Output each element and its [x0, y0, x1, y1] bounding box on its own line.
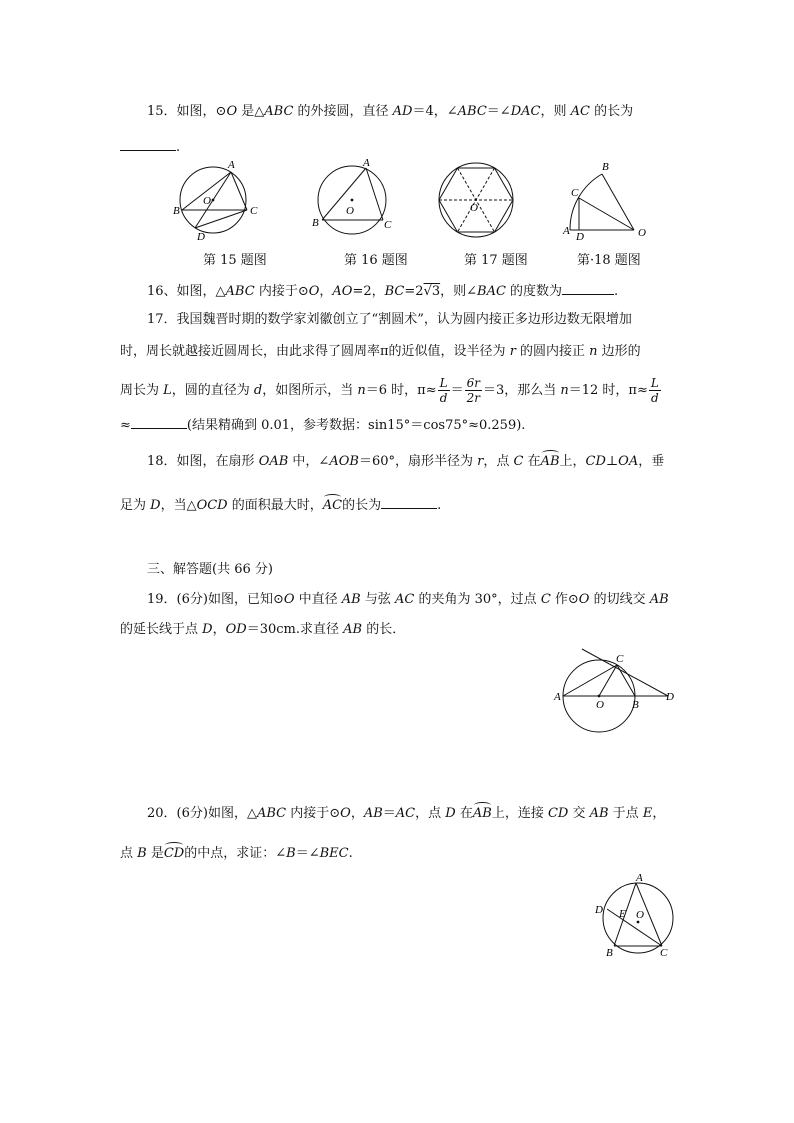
q18-var: C	[513, 454, 524, 469]
q18-text: 如图，在扇形	[176, 454, 259, 469]
denominator: d	[439, 391, 448, 405]
q15-var: AD	[392, 104, 413, 119]
q17-text: ＝	[450, 383, 464, 398]
q20-text: 于点	[608, 806, 643, 821]
label-d: D	[666, 691, 674, 703]
q17-text: ，如图所示，当	[262, 383, 358, 398]
q19-line2	[120, 620, 405, 640]
q20-var: B	[137, 846, 147, 861]
figure-20	[590, 870, 686, 962]
q15-text: ，则	[540, 104, 571, 119]
label-a: A	[363, 158, 370, 169]
q19-number: 19．	[147, 592, 177, 607]
figure-18	[558, 158, 658, 244]
tangent-line	[582, 649, 668, 696]
q19-text: 的切线交	[589, 592, 650, 607]
q15-text: 的外接圆，直径	[293, 104, 393, 119]
segment-bc	[617, 665, 635, 696]
q20-text: ，点	[415, 806, 446, 821]
q16-text: ，则∠	[440, 284, 478, 299]
q15-var: DAC	[510, 104, 541, 119]
q18-text: 的面积最大时，	[227, 498, 323, 513]
q20-text: .	[348, 846, 353, 861]
q20-text: 的中点，求证：∠	[184, 846, 287, 861]
arc-ac: AC	[323, 496, 342, 516]
q17-line2	[120, 342, 641, 362]
q15-number: 15．	[147, 104, 177, 119]
q15-text: 如图，⊙	[176, 104, 227, 119]
center-dot	[598, 695, 601, 698]
q17-text: (结果精确到 0.01，参考数据：sin15°＝cos75°≈0.259).	[186, 418, 526, 433]
label-d: D	[576, 231, 584, 243]
q20-var: O	[340, 806, 351, 821]
label-b: B	[632, 699, 639, 711]
q19-text: 与弦	[360, 592, 396, 607]
q18-var: OCD	[196, 498, 228, 513]
q17-var: r	[509, 344, 516, 359]
q19-text: 作⊙	[550, 592, 579, 607]
q19-text: 的延长线于点	[120, 622, 203, 637]
q20-text: ，	[350, 806, 364, 821]
label-o: O	[470, 202, 478, 214]
q17-text: ＝6 时，π≈	[365, 383, 437, 398]
sqrt-3: √3	[423, 284, 441, 299]
q17-number: 17．	[147, 312, 177, 327]
segment-dc	[195, 210, 247, 228]
q15-var: O	[226, 104, 238, 119]
q19-var: AB	[341, 592, 361, 607]
q20-line2	[120, 844, 353, 864]
q20-number: 20．	[147, 806, 177, 821]
q16-line	[147, 280, 618, 302]
fraction-l-over-d	[438, 376, 450, 405]
q18-var: AOB	[329, 454, 359, 469]
label-c: C	[571, 187, 579, 199]
q16-number: 16、	[147, 284, 177, 299]
q17-text: 我国魏晋时期的数学家刘徽创立了“割圆术”，认为圆内接正多边形边数无限增加	[176, 312, 632, 327]
q20-line1	[147, 804, 665, 824]
q19-line1	[147, 590, 669, 610]
label-o: O	[596, 699, 604, 711]
q19-text: (6分)如图，已知⊙	[176, 592, 284, 607]
q20-text: 内接于⊙	[286, 806, 341, 821]
answer-blank[interactable]	[120, 136, 176, 151]
label-c: C	[660, 947, 668, 959]
label-d: D	[595, 904, 603, 916]
q17-line3	[120, 376, 662, 405]
q18-var: CD	[585, 454, 606, 469]
q20-var: D	[445, 806, 456, 821]
q18-text: ，垂	[638, 454, 665, 469]
q15-text: .	[176, 140, 181, 155]
label-d: D	[197, 231, 205, 243]
figure-16	[308, 158, 408, 244]
q17-text: ≈	[120, 418, 131, 433]
q19-text: 的夹角为 30°，过点	[414, 592, 541, 607]
q17-text: ＝3，那么当	[482, 383, 561, 398]
q18-var: r	[477, 454, 484, 469]
label-o: O	[203, 195, 211, 207]
q16-var: AO	[332, 284, 353, 299]
q20-var: B	[286, 846, 296, 861]
q15-text: 的长为	[589, 104, 634, 119]
q17-text: 的圆内接正	[515, 344, 590, 359]
q16-text: =2，	[352, 284, 385, 299]
q18-line1	[147, 452, 664, 472]
numerator: L	[650, 376, 659, 390]
q17-text: 边形的	[597, 344, 641, 359]
figure-17	[430, 158, 530, 244]
q19-var: AB	[343, 622, 363, 637]
q19-text: ＝30cm.求直径	[246, 622, 344, 637]
q20-text: ＝	[382, 806, 396, 821]
q18-line2	[120, 494, 441, 516]
label-b: B	[173, 205, 180, 217]
label-c: C	[250, 205, 258, 217]
center-dot	[351, 199, 354, 202]
q20-var: E	[642, 806, 653, 821]
arc-ab: AB	[541, 452, 560, 472]
label-o: O	[346, 205, 354, 217]
numerator: 6r	[466, 376, 480, 390]
figure-19	[552, 648, 682, 748]
q20-text: (6分)如图，△	[176, 806, 257, 821]
q19-var: OD	[225, 622, 247, 637]
q17-var: n	[560, 383, 569, 398]
q18-number: 18．	[147, 454, 177, 469]
q20-var: BEC	[319, 846, 349, 861]
answer-blank[interactable]	[131, 414, 187, 429]
label-b: B	[606, 947, 613, 959]
q17-text: ，圆的直径为	[171, 383, 254, 398]
answer-blank[interactable]	[381, 494, 437, 509]
denominator: d	[651, 391, 659, 405]
q15-text: ＝4，∠	[412, 104, 458, 119]
label-o: O	[636, 909, 644, 921]
q16-var: BC	[384, 284, 405, 299]
q18-var: D	[150, 498, 161, 513]
q15-var: AC	[570, 104, 590, 119]
q19-var: AC	[395, 592, 415, 607]
q16-text: 如图，△	[176, 284, 226, 299]
label-b: B	[602, 161, 609, 173]
fraction-6r-over-2r	[465, 376, 482, 405]
q17-text: ＝12 时，π≈	[568, 383, 648, 398]
q16-text: ，	[319, 284, 333, 299]
fraction-l-over-d	[649, 376, 661, 405]
q17-text: 周长为	[120, 383, 164, 398]
q16-var: BAC	[477, 284, 506, 299]
center-dot	[212, 199, 215, 202]
q17-line1	[147, 310, 632, 330]
q15-line1	[147, 102, 633, 122]
caption-fig17: 第 17 题图	[464, 253, 528, 268]
q17-var: L	[163, 383, 172, 398]
q20-var: CD	[547, 806, 569, 821]
q18-var: OAB	[258, 454, 289, 469]
q19-var: C	[540, 592, 551, 607]
q20-text: 交	[568, 806, 590, 821]
radius-ob	[602, 174, 634, 230]
q16-text: 的度数为	[505, 284, 563, 299]
q19-var: O	[578, 592, 590, 607]
segment-dc	[607, 909, 662, 946]
numerator: L	[439, 376, 448, 390]
q20-text: 是	[146, 846, 164, 861]
label-a: A	[554, 691, 561, 703]
q20-text: 在	[455, 806, 473, 821]
q15-line2	[120, 136, 180, 158]
caption-fig16: 第 16 题图	[344, 253, 408, 268]
denominator: 2r	[466, 391, 480, 405]
q18-text: ⊥	[605, 454, 619, 469]
segment-oc	[579, 198, 634, 230]
q17-line4	[120, 414, 525, 436]
q17-var: n	[589, 344, 598, 359]
label-o: O	[638, 227, 646, 239]
chord-ac	[563, 665, 617, 696]
q16-text: =2	[404, 284, 424, 299]
caption-fig15: 第 15 题图	[203, 253, 267, 268]
arc-cd: CD	[164, 844, 184, 864]
q18-text: 上，	[559, 454, 586, 469]
answer-blank[interactable]	[562, 280, 614, 295]
q18-text: 中，∠	[288, 454, 330, 469]
q20-var: ABC	[256, 806, 287, 821]
section-heading: 三、解答题(共 66 分)	[147, 562, 273, 577]
q20-var: AB	[589, 806, 609, 821]
q18-text: .	[437, 498, 442, 513]
label-e: E	[619, 908, 626, 920]
q15-var: ABC	[457, 104, 487, 119]
q19-text: ，	[212, 622, 226, 637]
label-c: C	[616, 653, 624, 665]
caption-fig18: 第·18 题图	[577, 253, 641, 268]
q17-var: d	[253, 383, 263, 398]
q18-var: OA	[618, 454, 639, 469]
q19-var: D	[202, 622, 213, 637]
q18-text: ，点	[483, 454, 514, 469]
q15-var: ABC	[264, 104, 294, 119]
q15-text: 是△	[237, 104, 265, 119]
q19-var: AB	[649, 592, 669, 607]
q16-var: ABC	[225, 284, 255, 299]
label-a: A	[228, 159, 235, 171]
segment-ac	[366, 168, 383, 220]
q18-text: 足为	[120, 498, 151, 513]
q18-text: 的长为	[342, 498, 382, 513]
q16-var: O	[308, 284, 320, 299]
arc-ab: AB	[473, 804, 492, 824]
q20-text: 点	[120, 846, 138, 861]
q16-text: 内接于⊙	[254, 284, 309, 299]
q20-var: AB	[363, 806, 383, 821]
q18-text: 在	[523, 454, 541, 469]
q19-var: O	[283, 592, 295, 607]
q17-var: n	[357, 383, 366, 398]
q18-text: ＝60°，扇形半径为	[358, 454, 478, 469]
label-a: A	[636, 872, 643, 884]
label-c: C	[384, 219, 392, 231]
q15-text: ＝∠	[486, 104, 511, 119]
q19-text: 中直径	[294, 592, 342, 607]
q17-text: 时，周长就越接近圆周长，由此求得了圆周率π的近似值，设半径为	[120, 344, 510, 359]
q16-text: .	[614, 284, 619, 299]
q18-text: ，当△	[160, 498, 197, 513]
figure-15	[170, 158, 270, 244]
label-b: B	[312, 217, 319, 229]
q19-text: 的长．	[362, 622, 406, 637]
label-a: A	[563, 225, 570, 237]
q20-text: ，	[652, 806, 666, 821]
q20-text: ＝∠	[295, 846, 320, 861]
center-dot	[637, 921, 640, 924]
q20-text: 上，连接	[491, 806, 548, 821]
q20-var: AC	[395, 806, 416, 821]
